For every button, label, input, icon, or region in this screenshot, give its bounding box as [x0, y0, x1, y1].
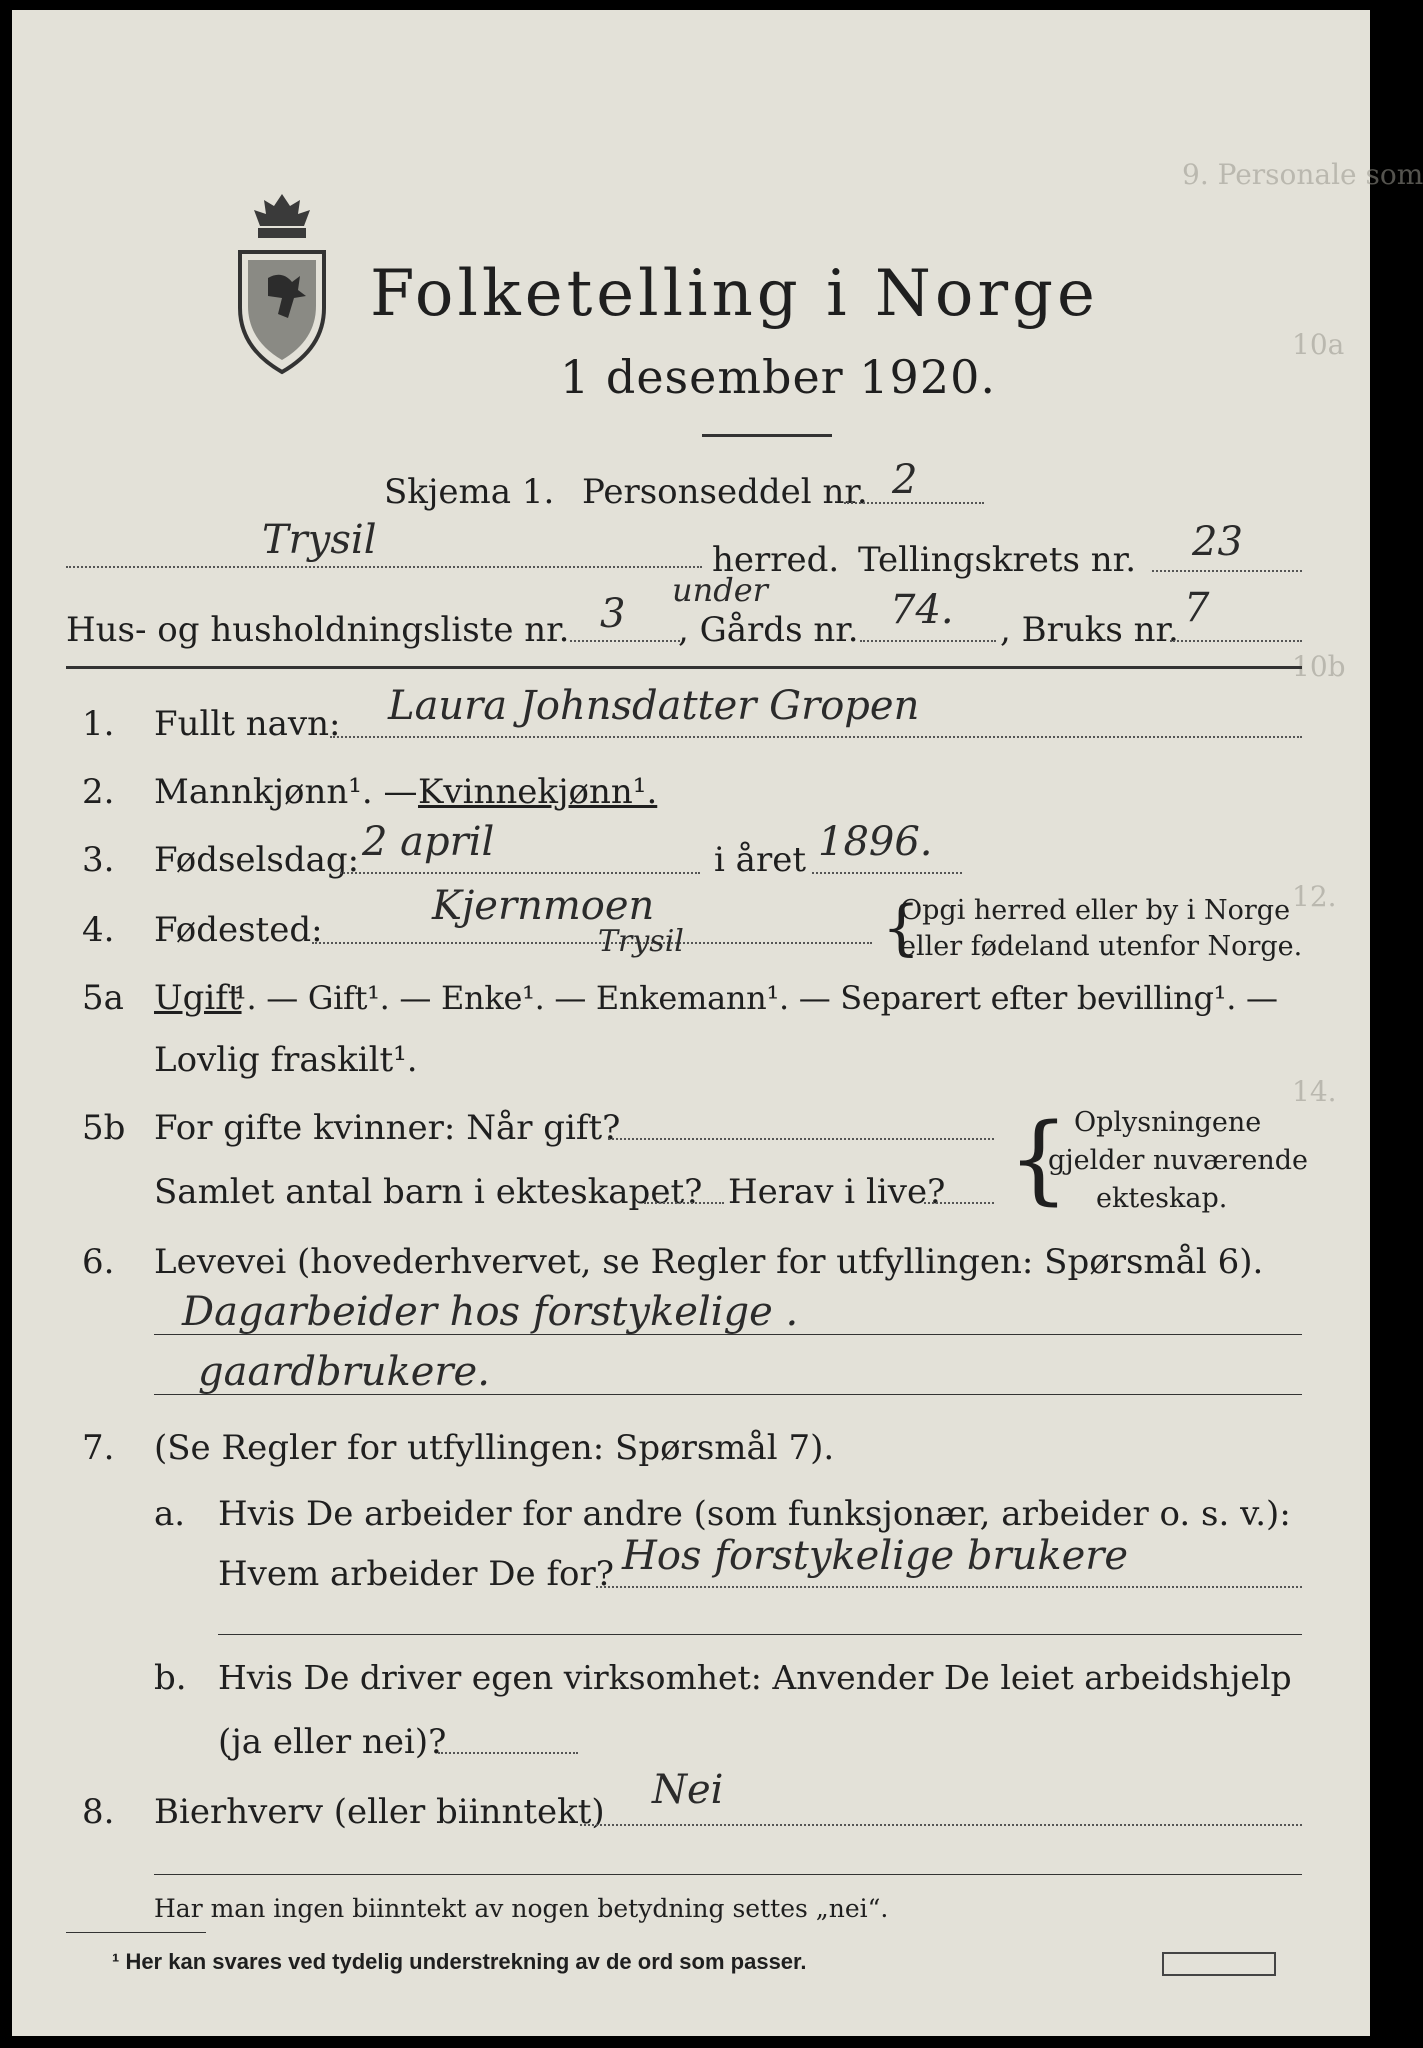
q5b-children-line	[644, 1202, 724, 1204]
q7a-line2: Hvem arbeider De for?	[218, 1554, 614, 1594]
q7-number: 7.	[82, 1428, 115, 1468]
q6-number: 6.	[82, 1242, 115, 1282]
birthplace-value[interactable]: Kjernmoen	[432, 883, 655, 929]
hus-label: Hus- og husholdningsliste nr.	[66, 610, 570, 650]
q7a-extra-line	[218, 1634, 1302, 1635]
q2-male-option[interactable]: Mannkjønn¹. —	[154, 772, 418, 812]
title-divider	[702, 434, 832, 437]
q4-label: Fødested:	[154, 910, 323, 950]
occupation-value[interactable]: Dagarbeider hos forstykelige .	[182, 1289, 799, 1335]
q8-label: Bierhverv (eller biinntekt)	[154, 1792, 605, 1832]
footer-note: Har man ingen biinntekt av nogen betydning settes „nei“.	[154, 1894, 889, 1923]
gards-label: , Gårds nr.	[678, 610, 859, 650]
personseddel-value[interactable]: 2	[892, 457, 918, 503]
birthplace-value-2[interactable]: Trysil	[598, 924, 684, 959]
q5b-number: 5b	[82, 1108, 126, 1148]
bruks-value[interactable]: 7	[1184, 585, 1210, 631]
q5b-line2b: Herav i live?	[728, 1172, 946, 1212]
q5b-brace: {	[1008, 1103, 1070, 1215]
q7-label: (Se Regler for utfyllingen: Spørsmål 7).	[154, 1428, 835, 1468]
employer-value[interactable]: Hos forstykelige brukere	[622, 1533, 1129, 1579]
q3-line	[340, 872, 700, 874]
tellingskrets-label: Tellingskrets nr.	[858, 540, 1137, 580]
q7b-line2: (ja eller nei)?	[218, 1722, 447, 1762]
personseddel-label: Personseddel nr.	[582, 472, 868, 512]
q5b-note1: Oplysningene	[1074, 1107, 1262, 1138]
q8-line	[580, 1824, 1302, 1826]
herred-value[interactable]: Trysil	[262, 517, 377, 563]
q4-brace: {	[882, 893, 921, 963]
q5a-line2[interactable]: Lovlig fraskilt¹.	[154, 1040, 418, 1080]
header-divider	[66, 666, 1302, 669]
form-date: 1 desember 1920.	[560, 350, 996, 404]
q6-line2	[154, 1394, 1302, 1395]
q5b-note3: ekteskap.	[1096, 1183, 1228, 1214]
q3-label: Fødselsdag:	[154, 840, 360, 880]
q5b-note2: gjelder nuværende	[1048, 1145, 1308, 1176]
q5a-number: 5a	[82, 978, 124, 1018]
q5a-ugift-option[interactable]: Ugift	[154, 978, 242, 1018]
full-name-value[interactable]: Laura Johnsdatter Gropen	[388, 683, 920, 729]
q2-female-option[interactable]: Kvinnekjønn¹.	[418, 772, 658, 812]
bleed-through-text: 14.	[1292, 1075, 1337, 1108]
q5b-line2a: Samlet antal barn i ekteskapet?	[154, 1172, 703, 1212]
gards-line	[860, 640, 996, 642]
hus-value[interactable]: 3	[600, 591, 626, 637]
census-form	[12, 10, 1423, 2036]
q3-year-label: i året	[714, 840, 806, 880]
q7b-line1: Hvis De driver egen virksomhet: Anvender De leiet arbeidshjelp	[218, 1658, 1292, 1697]
q3-year-line	[812, 872, 962, 874]
under-value[interactable]: under	[672, 571, 768, 609]
q8-number: 8.	[82, 1792, 115, 1832]
occupation-value-2[interactable]: gaardbrukere.	[198, 1349, 490, 1395]
bleed-through-text: 12.	[1292, 880, 1337, 913]
q5b-married-line	[608, 1138, 994, 1140]
herred-label: herred.	[712, 540, 840, 580]
q8-extra-line	[154, 1874, 1302, 1875]
tellingskrets-line	[1152, 570, 1302, 572]
bleed-through-text: 10b	[1292, 650, 1346, 683]
q4-number: 4.	[82, 910, 115, 950]
q7a-letter: a.	[154, 1494, 186, 1534]
bleed-through-text: 10a	[1292, 328, 1345, 361]
footnote: ¹ Her kan svares ved tydelig understrekning av de ord som passer.	[112, 1949, 807, 1974]
gards-value[interactable]: 74.	[890, 587, 954, 633]
tellingskrets-value[interactable]: 23	[1192, 519, 1243, 565]
q7b-letter: b.	[154, 1658, 187, 1698]
q6-line1	[154, 1334, 1302, 1335]
herred-line	[66, 566, 702, 568]
q7a-line1: Hvis De arbeider for andre (som funksjonær, arbeider o. s. v.):	[218, 1494, 1291, 1534]
q2-number: 2.	[82, 772, 115, 812]
printer-stamp	[1162, 1952, 1276, 1976]
q4-line	[312, 942, 872, 944]
hus-line	[570, 640, 680, 642]
q1-line	[330, 736, 1302, 738]
birth-year-value[interactable]: 1896.	[818, 819, 933, 865]
skjema-label: Skjema 1.	[384, 472, 555, 512]
footnote-divider	[66, 1932, 206, 1933]
q5b-alive-line	[924, 1202, 994, 1204]
q4-note-line2: eller fødeland utenfor Norge.	[900, 931, 1303, 962]
bruks-label: , Bruks nr.	[1000, 610, 1179, 650]
bleed-through-text: 9. Personale som	[1182, 158, 1423, 191]
q7a-line	[596, 1586, 1302, 1588]
q3-number: 3.	[82, 840, 115, 880]
q1-label: Fullt navn:	[154, 704, 341, 744]
secondary-income-value[interactable]: Nei	[652, 1767, 724, 1813]
bruks-line	[1170, 640, 1302, 642]
q4-note-line1: Opgi herred eller by i Norge	[900, 895, 1291, 926]
q5a-other-options[interactable]: ¹. — Gift¹. — Enke¹. — Enkemann¹. — Separert efter bevilling¹. —	[234, 979, 1278, 1017]
birthdate-value[interactable]: 2 april	[362, 819, 495, 865]
q6-label: Levevei (hovederhvervet, se Regler for utfyllingen: Spørsmål 6).	[154, 1242, 1264, 1282]
q5b-line1: For gifte kvinner: Når gift?	[154, 1108, 621, 1148]
coat-of-arms-icon	[232, 188, 332, 378]
q7b-line	[438, 1752, 578, 1754]
form-title: Folketelling i Norge	[370, 257, 1099, 331]
q1-number: 1.	[82, 704, 115, 744]
